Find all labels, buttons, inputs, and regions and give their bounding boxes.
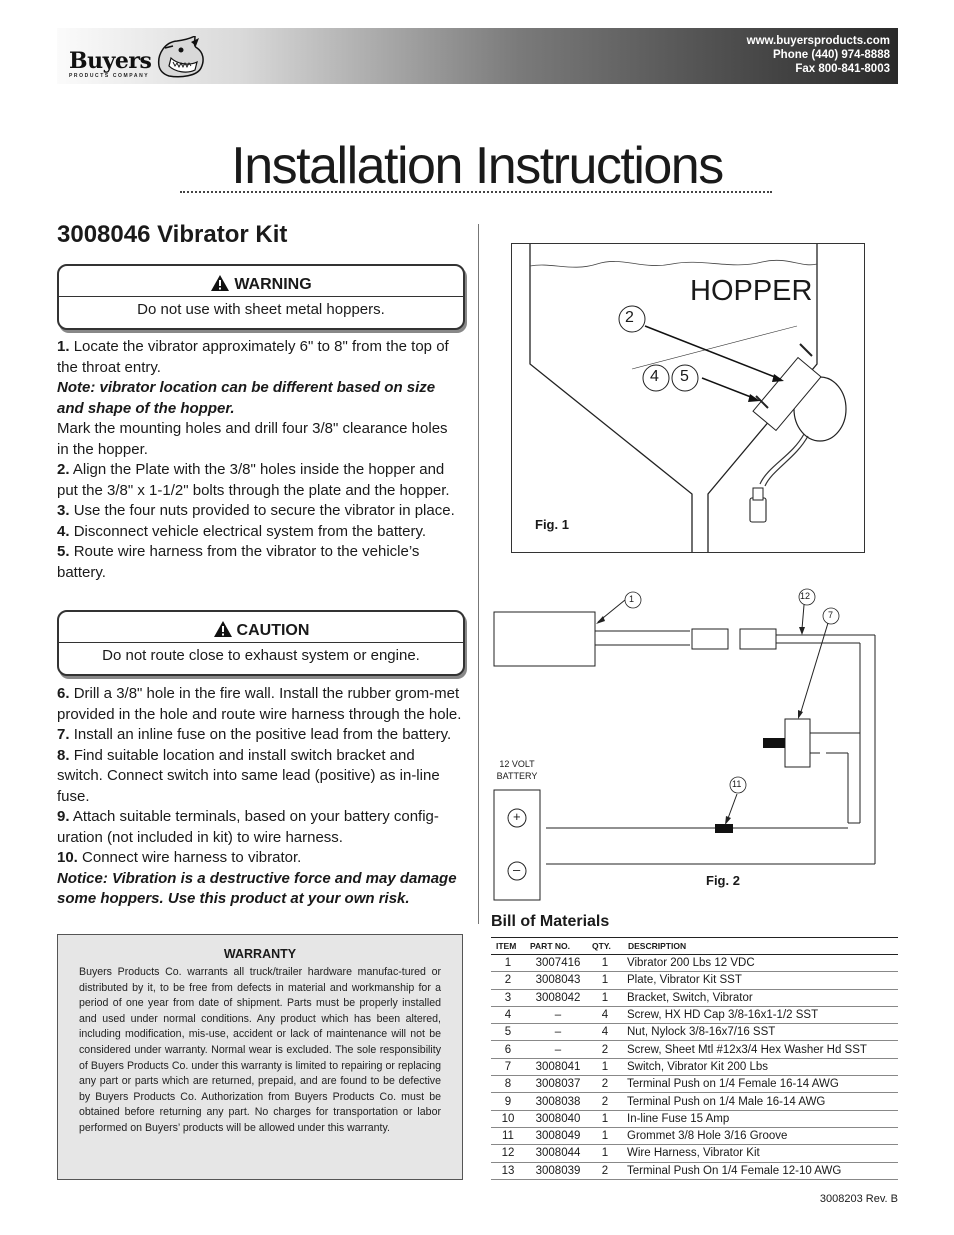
step-text: Mark the mounting holes and drill four 3/8" clearance holes in the hopper. bbox=[57, 420, 448, 458]
bom-row bbox=[491, 1093, 898, 1110]
bom-description-cell: Bracket, Switch, Vibrator bbox=[623, 989, 898, 1006]
bom-item-cell: 4 bbox=[491, 1006, 525, 1023]
bom-qty-cell: 2 bbox=[587, 1162, 623, 1179]
bom-qty-cell: 1 bbox=[587, 1110, 623, 1127]
figure-1-hopper bbox=[511, 243, 865, 553]
step-text: Use the four nuts provided to secure the vibrator in place. bbox=[73, 502, 455, 519]
bom-description-cell: Vibrator 200 Lbs 12 VDC bbox=[623, 955, 898, 972]
fax-text: Fax 800-841-8003 bbox=[795, 63, 890, 75]
bom-row bbox=[491, 1162, 898, 1179]
step-number: 7. bbox=[57, 726, 70, 743]
callout-2: 2 bbox=[625, 309, 634, 326]
callout-7: 7 bbox=[828, 610, 834, 620]
bom-item-cell: 12 bbox=[491, 1145, 525, 1162]
bom-description-cell: In-line Fuse 15 Amp bbox=[623, 1110, 898, 1127]
step-text: Connect wire harness to vibrator. bbox=[82, 849, 302, 866]
bom-item-cell: 6 bbox=[491, 1041, 525, 1058]
bom-part-cell: – bbox=[525, 1041, 587, 1058]
bom-row bbox=[491, 1024, 898, 1041]
bom-row bbox=[491, 1110, 898, 1127]
step-paragraph bbox=[57, 848, 463, 869]
warning-triangle-icon bbox=[210, 274, 230, 292]
bom-item-cell: 2 bbox=[491, 972, 525, 989]
bom-item-cell: 7 bbox=[491, 1058, 525, 1075]
step-paragraph bbox=[57, 522, 463, 543]
bom-row bbox=[491, 1145, 898, 1162]
step-text: Align the Plate with the 3/8" holes inside the hopper and put the 3/8" x 1-1/2" bolts through the plate and the hopper. bbox=[57, 461, 450, 499]
battery-label bbox=[494, 758, 540, 782]
kit-title bbox=[57, 221, 287, 249]
warranty-text: Buyers Products Co. warrants all truck/trailer hardware manufac-tured or distributed by it, to be free from defects in material and workmanship for a period of one year from date of shipment. Parts must be properly installed and used under normal conditions. Any product which has been altered, including modification, mis-use, accident or lack of maintenance will not be considered under warranty. Normal wear is excluded. The sole responsibility of Buyers Products Co. under this warranty is limited to repairing or replacing any part or parts which are returned, prepaid, and are found to be defective by Buyers Products Co. Authorization from Buyers Products Co. must be obtained before returning any part. No charges for transportation or labor performed on Buyers’ products will be allowed under this warranty. bbox=[79, 966, 441, 1134]
bom-item-cell: 10 bbox=[491, 1110, 525, 1127]
warranty-heading: WARRANTY bbox=[223, 947, 297, 961]
bom-description-cell: Terminal Push on 1/4 Male 16-14 AWG bbox=[623, 1093, 898, 1110]
step-paragraph bbox=[57, 807, 463, 848]
fig2-label: Fig. 2 bbox=[706, 873, 740, 888]
caution-text: Do not route close to exhaust system or engine. bbox=[102, 647, 420, 664]
bom-part-cell: 3008042 bbox=[525, 989, 587, 1006]
bom-part-cell: 3008044 bbox=[525, 1145, 587, 1162]
step-paragraph bbox=[57, 746, 463, 808]
bom-header-row bbox=[491, 938, 898, 955]
bom-row bbox=[491, 1058, 898, 1075]
bom-qty-cell: 1 bbox=[587, 955, 623, 972]
callout-12: 12 bbox=[800, 591, 811, 601]
step-paragraph bbox=[57, 725, 463, 746]
step-number: 5. bbox=[57, 543, 70, 560]
bom-description-cell: Terminal Push on 1/4 Female 16-14 AWG bbox=[623, 1076, 898, 1093]
bom-row bbox=[491, 972, 898, 989]
caution-heading: CAUTION bbox=[236, 622, 310, 639]
bom-part-cell: – bbox=[525, 1006, 587, 1023]
step-number: 1. bbox=[57, 338, 70, 355]
step-text: Attach suitable terminals, based on your battery config-uration (not included in kit) to wire harness. bbox=[57, 808, 439, 846]
bom-item-cell: 3 bbox=[491, 989, 525, 1006]
step-text: Find suitable location and install switch bracket and switch. Connect switch into same lead (positive) as in-line fuse. bbox=[57, 746, 440, 805]
bulldog-icon bbox=[151, 36, 207, 78]
bom-part-cell: 3007416 bbox=[525, 955, 587, 972]
step-paragraph bbox=[57, 378, 463, 419]
bom-description-cell: Terminal Push On 1/4 Female 12-10 AWG bbox=[623, 1162, 898, 1179]
callout-1: 1 bbox=[629, 594, 635, 604]
step-number: 4. bbox=[57, 522, 70, 540]
bom-item-cell: 1 bbox=[491, 955, 525, 972]
kit-number: 3008046 bbox=[57, 221, 151, 248]
hopper-label: HOPPER bbox=[690, 275, 813, 307]
bom-part-cell: 3008039 bbox=[525, 1162, 587, 1179]
step-text: Locate the vibrator approximately 6" to 8" from the top of the throat entry. bbox=[57, 338, 449, 376]
bom-row bbox=[491, 955, 898, 972]
caution-box bbox=[57, 610, 465, 676]
warning-heading: WARNING bbox=[234, 276, 312, 293]
bom-column-header: PART NO. bbox=[525, 938, 587, 955]
bom-qty-cell: 1 bbox=[587, 1058, 623, 1075]
battery-plus: + bbox=[513, 809, 521, 824]
bom-item-cell: 5 bbox=[491, 1024, 525, 1041]
bom-qty-cell: 1 bbox=[587, 972, 623, 989]
bom-description-cell: Plate, Vibrator Kit SST bbox=[623, 972, 898, 989]
warning-text: Do not use with sheet metal hoppers. bbox=[137, 301, 385, 318]
bom-column-header: ITEM bbox=[491, 938, 525, 955]
bom-row bbox=[491, 1076, 898, 1093]
page-title: Installation Instructions bbox=[231, 137, 723, 195]
step-note: Notice: Vibration is a destructive force and may damage some hoppers. Use this product at your own risk. bbox=[57, 869, 457, 907]
bom-description-cell: Switch, Vibrator Kit 200 Lbs bbox=[623, 1058, 898, 1075]
logo-text: Buyers bbox=[69, 48, 152, 74]
bom-qty-cell: 2 bbox=[587, 1041, 623, 1058]
step-paragraph bbox=[57, 542, 463, 583]
bom-part-cell: 3008038 bbox=[525, 1093, 587, 1110]
bom-column-header: QTY. bbox=[587, 938, 623, 955]
step-paragraph bbox=[57, 337, 463, 378]
bom-part-cell: – bbox=[525, 1024, 587, 1041]
step-number: 6. bbox=[57, 685, 70, 702]
step-paragraph bbox=[57, 460, 463, 501]
wiring-diagram bbox=[490, 585, 898, 905]
bom-description-cell: Wire Harness, Vibrator Kit bbox=[623, 1145, 898, 1162]
step-text: Disconnect vehicle electrical system from the battery. bbox=[73, 522, 427, 540]
bom-table bbox=[491, 937, 898, 1180]
header-banner bbox=[57, 28, 898, 84]
warning-box bbox=[57, 264, 465, 330]
bom-qty-cell: 4 bbox=[587, 1006, 623, 1023]
bom-title: Bill of Materials bbox=[491, 913, 610, 930]
callout-5: 5 bbox=[680, 368, 689, 385]
step-number: 3. bbox=[57, 502, 70, 519]
bom-qty-cell: 1 bbox=[587, 1145, 623, 1162]
bom-row bbox=[491, 1041, 898, 1058]
step-text: Install an inline fuse on the positive lead from the battery. bbox=[73, 726, 452, 743]
logo-subtext: PRODUCTS COMPANY bbox=[69, 73, 150, 79]
bom-qty-cell: 2 bbox=[587, 1076, 623, 1093]
bom-item-cell: 13 bbox=[491, 1162, 525, 1179]
fig1-label: Fig. 1 bbox=[535, 517, 569, 532]
step-paragraph bbox=[57, 419, 463, 460]
bom-description-cell: Nut, Nylock 3/8-16x7/16 SST bbox=[623, 1024, 898, 1041]
warranty-box bbox=[57, 934, 463, 1180]
step-number: 2. bbox=[57, 461, 70, 478]
bom-body bbox=[491, 955, 898, 1180]
title-dotted-rule bbox=[180, 191, 772, 193]
battery-label-line-2: BATTERY bbox=[496, 771, 538, 781]
bom-qty-cell: 2 bbox=[587, 1093, 623, 1110]
column-divider bbox=[478, 224, 479, 924]
bom-description-cell: Grommet 3/8 Hole 3/16 Groove bbox=[623, 1127, 898, 1144]
bom-row bbox=[491, 1006, 898, 1023]
step-paragraph bbox=[57, 869, 463, 910]
bom-part-cell: 3008041 bbox=[525, 1058, 587, 1075]
steps-part-1 bbox=[57, 337, 463, 583]
bom-item-cell: 8 bbox=[491, 1076, 525, 1093]
bom-qty-cell: 1 bbox=[587, 1127, 623, 1144]
phone-text: Phone (440) 974-8888 bbox=[773, 49, 890, 61]
bom-part-cell: 3008040 bbox=[525, 1110, 587, 1127]
step-number: 8. bbox=[57, 746, 70, 764]
bom-column-header: DESCRIPTION bbox=[623, 938, 898, 955]
bom-row bbox=[491, 1127, 898, 1144]
bom-part-cell: 3008037 bbox=[525, 1076, 587, 1093]
steps-part-2 bbox=[57, 684, 463, 910]
callout-11: 11 bbox=[732, 779, 742, 789]
step-number: 9. bbox=[57, 808, 70, 825]
figure-2-wiring bbox=[490, 585, 898, 905]
bom-item-cell: 11 bbox=[491, 1127, 525, 1144]
revision-code: 3008203 Rev. B bbox=[819, 1193, 898, 1205]
step-paragraph bbox=[57, 684, 463, 725]
bom-row bbox=[491, 989, 898, 1006]
step-number: 10. bbox=[57, 849, 78, 866]
contact-info bbox=[747, 34, 890, 76]
bom-part-cell: 3008049 bbox=[525, 1127, 587, 1144]
battery-minus: – bbox=[513, 862, 521, 877]
step-note: Note: vibrator location can be different based on size and shape of the hopper. bbox=[57, 379, 436, 417]
step-paragraph bbox=[57, 501, 463, 522]
step-text: Route wire harness from the vibrator to the vehicle’s battery. bbox=[57, 543, 420, 581]
bom-qty-cell: 4 bbox=[587, 1024, 623, 1041]
bom-item-cell: 9 bbox=[491, 1093, 525, 1110]
bom-description-cell: Screw, Sheet Mtl #12x3/4 Hex Washer Hd SST bbox=[623, 1041, 898, 1058]
buyers-logo bbox=[67, 36, 217, 78]
callout-4: 4 bbox=[650, 368, 659, 385]
step-text: Drill a 3/8" hole in the fire wall. Install the rubber grom-met provided in the hole and route wire harness through the hole. bbox=[57, 685, 462, 723]
website-text: www.buyersproducts.com bbox=[746, 35, 890, 47]
bom-part-cell: 3008043 bbox=[525, 972, 587, 989]
battery-label-line-1: 12 VOLT bbox=[499, 759, 535, 769]
bom-description-cell: Screw, HX HD Cap 3/8-16x1-1/2 SST bbox=[623, 1006, 898, 1023]
kit-name: Vibrator Kit bbox=[157, 221, 288, 248]
caution-triangle-icon bbox=[213, 620, 233, 638]
bom-qty-cell: 1 bbox=[587, 989, 623, 1006]
